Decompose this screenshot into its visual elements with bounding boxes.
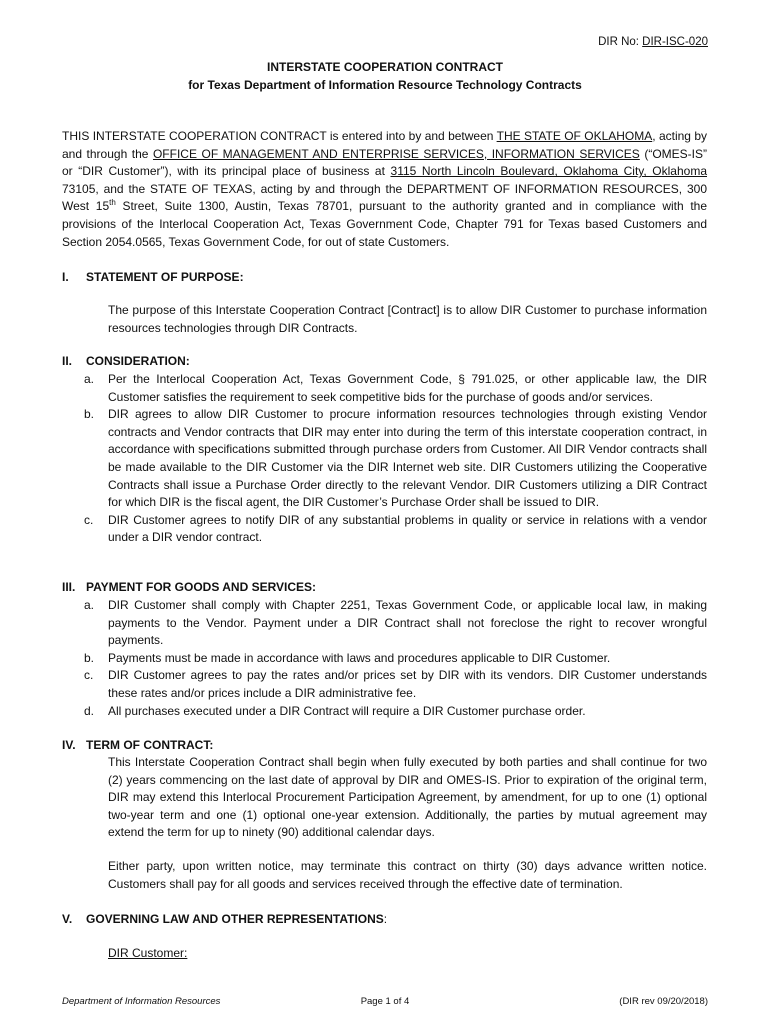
section-heading-purpose: I. STATEMENT OF PURPOSE:: [62, 270, 244, 284]
list-item: b. Payments must be made in accordance with laws and procedures applicable to DIR Customer.: [84, 650, 611, 665]
party-address: 3115 North Lincoln Boulevard, Oklahoma City, Oklahoma: [390, 164, 707, 179]
list-item: d. All purchases executed under a DIR Contract will require a DIR Customer purchase order.: [84, 703, 586, 718]
party-office: OFFICE OF MANAGEMENT AND ENTERPRISE SERVICES, INFORMATION SERVICES: [152, 146, 640, 161]
term-paragraph-2: Either party, upon written notice, may terminate this contract on thirty (30) days advance written notice. Customers shall pay for all goods and services received through the effective date of termination.: [108, 859, 707, 891]
document-subtitle: for Texas Department of Information Resource Technology Contracts: [188, 78, 582, 92]
list-item: c. DIR Customer agrees to notify DIR of any substantial problems in quality or service in relations with a vendor under a DIR vendor contract.: [84, 512, 707, 545]
dir-number-value: DIR-ISC-020: [642, 36, 708, 48]
intro-paragraph: THIS INTERSTATE COOPERATION CONTRACT is entered into by and between THE STATE OF OKLAHOMA, acting by and through the OFFICE OF MANAGEMENT AND ENTERPRISE SERVICES, INFORMATION SERVICES (“OMES-IS” or “DIR Customer”), with its principal place of business at 3115 North Lincoln Boulevard, Oklahoma City, Oklahoma 73105, and the STATE OF TEXAS, acting by and through the DEPARTMENT OF INFORMATION RESOURCES, 300 West 15th Street, Suite 1300, Austin, Texas 78701, pursuant to the authority granted and in compliance with the provisions of the Interlocal Cooperation Act, Texas Government Code, Chapter 791 for Texas based Customers and Section 2054.0565, Texas Government Code, for out of state Customers.: [62, 129, 708, 249]
list-item: c. DIR Customer agrees to pay the rates and/or prices set by DIR with its vendors. DIR Customer understands these rates and/or prices include a DIR administrative fee.: [84, 668, 707, 700]
list-item: a. DIR Customer shall comply with Chapter 2251, Texas Government Code, or applicable local law, in making payments to the Vendor. Payment under a DIR Contract shall not foreclose the right to recover wrongful payments.: [84, 598, 707, 648]
dir-number: DIR No: DIR-ISC-020: [598, 36, 708, 48]
list-item: b. DIR agrees to allow DIR Customer to procure information resources technologies through existing Vendor contracts and Vendor contracts that DIR may enter into during the term of this interstate cooperation contract, in accordance with specifications submitted through purchase orders from Customer. All DIR Vendor contracts shall be made available to the DIR Customer via the DIR Internet web site. DIR Customers utilizing the Cooperative Contracts shall issue a Purchase Order directly to the relevant Vendor. DIR Customers utilizing a DIR Contract for which DIR is the fiscal agent, the DIR Customer’s Purchase Order shall be issued to DIR.: [84, 407, 707, 510]
dir-customer-subheading: DIR Customer:: [108, 946, 188, 960]
footer-agency: Department of Information Resources: [62, 996, 221, 1007]
section-heading-term: IV. TERM OF CONTRACT:: [62, 738, 214, 752]
consideration-list: [84, 371, 707, 547]
footer-revision: (DIR rev 09/20/2018): [619, 996, 708, 1007]
document-title: INTERSTATE COOPERATION CONTRACT: [267, 60, 503, 74]
purpose-paragraph: The purpose of this Interstate Cooperation Contract [Contract] is to allow DIR Customer to purchase information resources technologies through DIR Contracts.: [108, 303, 707, 335]
section-heading-consideration: II. CONSIDERATION:: [62, 354, 190, 368]
party-oklahoma: THE STATE OF OKLAHOMA: [496, 129, 653, 143]
term-paragraph-1: This Interstate Cooperation Contract shall begin when fully executed by both parties and shall continue for two (2) years commencing on the last date of approval by DIR and OMES-IS. Prior to expiration of the original term, DIR may extend this Interlocal Procurement Participation Agreement, by amendment, for up to one (1) optional two-year term and one (1) optional one-year extension. Additionally, the parties by mutual agreement may extend the term for up to ninety (90) additional calendar days.: [108, 755, 707, 840]
section-heading-governing-law: V. GOVERNING LAW AND OTHER REPRESENTATIONS:: [62, 912, 388, 926]
payment-list: [84, 597, 707, 720]
footer-page-number: Page 1 of 4: [360, 996, 410, 1007]
list-item: a. Per the Interlocal Cooperation Act, Texas Government Code, § 791.025, or other applicable law, the DIR Customer satisfies the requirement to seek competitive bids for the purchase of goods and/or services.: [84, 372, 707, 404]
section-heading-payment: III. PAYMENT FOR GOODS AND SERVICES:: [62, 580, 317, 594]
